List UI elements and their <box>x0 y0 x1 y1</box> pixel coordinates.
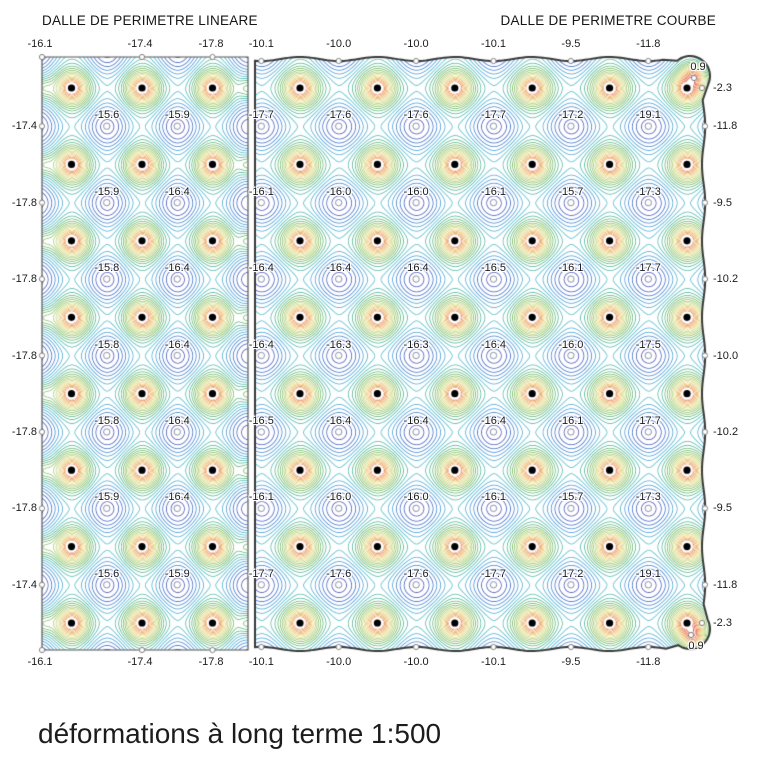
left-panel-side-axis-label: -17.4 <box>11 578 37 591</box>
span-value-label: -19.1 <box>635 567 661 580</box>
right-panel-bottom-axis-label: -10.0 <box>403 656 429 668</box>
span-value-label: -16.1 <box>558 262 584 275</box>
right-panel-bottom-axis-label: -10.1 <box>248 656 274 668</box>
right-panel-title: DALLE DE PERIMETRE COURBE <box>500 13 716 28</box>
left-panel-bottom-axis-label: -17.4 <box>127 656 153 668</box>
left-panel-side-axis-label: -17.8 <box>11 502 37 515</box>
span-value-label: -16.4 <box>326 262 352 275</box>
right-panel-top-axis-label: -11.8 <box>636 38 661 50</box>
span-value-label: -16.4 <box>480 338 507 351</box>
right-panel-side-axis-label: -10.2 <box>713 425 739 438</box>
span-value-label: -16.1 <box>248 491 274 504</box>
left-panel-top-axis-label: -17.8 <box>198 38 224 50</box>
span-value-label: -17.3 <box>635 185 661 198</box>
span-value-label: -16.0 <box>558 338 584 351</box>
right-panel-top-axis-label: -10.0 <box>403 38 429 50</box>
span-value-label: -16.1 <box>480 491 507 504</box>
span-value-label: -17.7 <box>248 109 274 122</box>
left-panel-side-axis-label: -17.8 <box>11 273 37 286</box>
caption: déformations à long terme 1:500 <box>38 718 442 749</box>
span-value-label: -17.6 <box>403 109 429 122</box>
span-value-label: -15.9 <box>164 567 190 580</box>
span-value-label: -16.4 <box>248 262 274 275</box>
span-value-label: -16.4 <box>164 262 190 275</box>
right-panel-bottom-axis-label: -10.0 <box>326 656 352 668</box>
span-value-label: -16.1 <box>558 414 584 427</box>
span-value-label: -17.5 <box>635 338 661 351</box>
span-value-label: -16.0 <box>403 491 429 504</box>
left-panel-side-axis-label: -17.8 <box>11 349 37 362</box>
left-panel-side-axis-label: -17.8 <box>11 196 37 209</box>
right-panel-top-axis-label: -9.5 <box>561 38 581 50</box>
right-panel-top-axis-label: -10.1 <box>248 38 274 50</box>
span-value-label: -17.6 <box>326 109 352 122</box>
right-panel-side-axis-label: -9.5 <box>713 196 732 209</box>
span-value-label: -17.7 <box>480 567 507 580</box>
span-value-label: -17.2 <box>558 109 584 122</box>
span-value-label: -16.4 <box>248 338 274 351</box>
left-panel-side-axis-label: -17.4 <box>11 120 37 133</box>
right-panel-side-axis-label: -10.2 <box>713 273 739 286</box>
span-value-label: -15.9 <box>164 109 190 122</box>
span-value-label: -15.8 <box>94 414 120 427</box>
span-value-label: -16.4 <box>164 414 190 427</box>
span-value-label: -17.7 <box>480 109 507 122</box>
span-value-label: -17.6 <box>326 567 352 580</box>
span-value-label: -16.5 <box>248 414 274 427</box>
corner-value-label: 0.9 <box>688 640 704 652</box>
span-value-label: -16.4 <box>403 414 429 427</box>
span-value-label: -16.0 <box>403 185 429 198</box>
span-value-label: -16.1 <box>248 185 274 198</box>
right-panel-side-axis-label: -2.3 <box>713 617 732 629</box>
span-value-label: -17.6 <box>403 567 429 580</box>
right-panel-bottom-axis-label: -11.8 <box>636 656 661 668</box>
span-value-label: -15.6 <box>94 567 120 580</box>
span-value-label: -15.7 <box>558 491 584 504</box>
span-value-label: -15.7 <box>558 185 584 198</box>
span-value-label: -17.7 <box>635 414 661 427</box>
right-panel-side-axis-label: -11.8 <box>713 120 738 133</box>
right-panel-top-axis-label: -10.1 <box>480 38 507 50</box>
left-panel-title: DALLE DE PERIMETRE LINEARE <box>42 13 258 28</box>
span-value-label: -15.8 <box>94 338 120 351</box>
right-panel-top-axis-label: -10.0 <box>326 38 352 50</box>
span-value-label: -19.1 <box>635 109 661 122</box>
span-value-label: -17.2 <box>558 567 584 580</box>
span-value-label: -16.3 <box>326 338 352 351</box>
span-value-label: -16.4 <box>164 491 190 504</box>
span-value-label: -15.9 <box>94 491 120 504</box>
right-panel-bottom-axis-label: -9.5 <box>561 656 581 668</box>
span-value-label: -15.6 <box>94 109 120 122</box>
span-value-label: -16.4 <box>164 338 190 351</box>
span-value-label: -15.8 <box>94 262 120 275</box>
span-value-label: -15.9 <box>94 185 120 198</box>
span-value-label: -16.0 <box>326 491 352 504</box>
span-value-label: -16.4 <box>164 185 190 198</box>
left-panel-bottom-axis-label: -17.8 <box>198 656 224 668</box>
left-panel-top-axis-label: -16.1 <box>27 38 53 50</box>
right-panel-side-axis-label: -2.3 <box>713 82 732 94</box>
span-value-label: -16.4 <box>326 414 352 427</box>
corner-value-label: 0.9 <box>690 61 706 73</box>
right-panel-side-axis-label: -9.5 <box>713 502 732 515</box>
span-value-label: -16.4 <box>480 414 507 427</box>
right-panel-side-axis-label: -11.8 <box>713 578 738 591</box>
right-panel-side-axis-label: -10.0 <box>713 349 739 362</box>
left-panel-bottom-axis-label: -16.1 <box>27 656 53 668</box>
span-value-label: -16.0 <box>326 185 352 198</box>
right-panel-bottom-axis-label: -10.1 <box>480 656 507 668</box>
left-panel-side-axis-label: -17.8 <box>11 425 37 438</box>
span-value-label: -16.3 <box>403 338 429 351</box>
span-value-label: -17.7 <box>635 262 661 275</box>
span-value-label: -17.3 <box>635 491 661 504</box>
span-value-label: -16.4 <box>403 262 429 275</box>
span-value-label: -16.5 <box>480 262 507 275</box>
span-value-label: -17.7 <box>248 567 274 580</box>
left-panel-top-axis-label: -17.4 <box>127 38 153 50</box>
span-value-label: -16.1 <box>480 185 507 198</box>
